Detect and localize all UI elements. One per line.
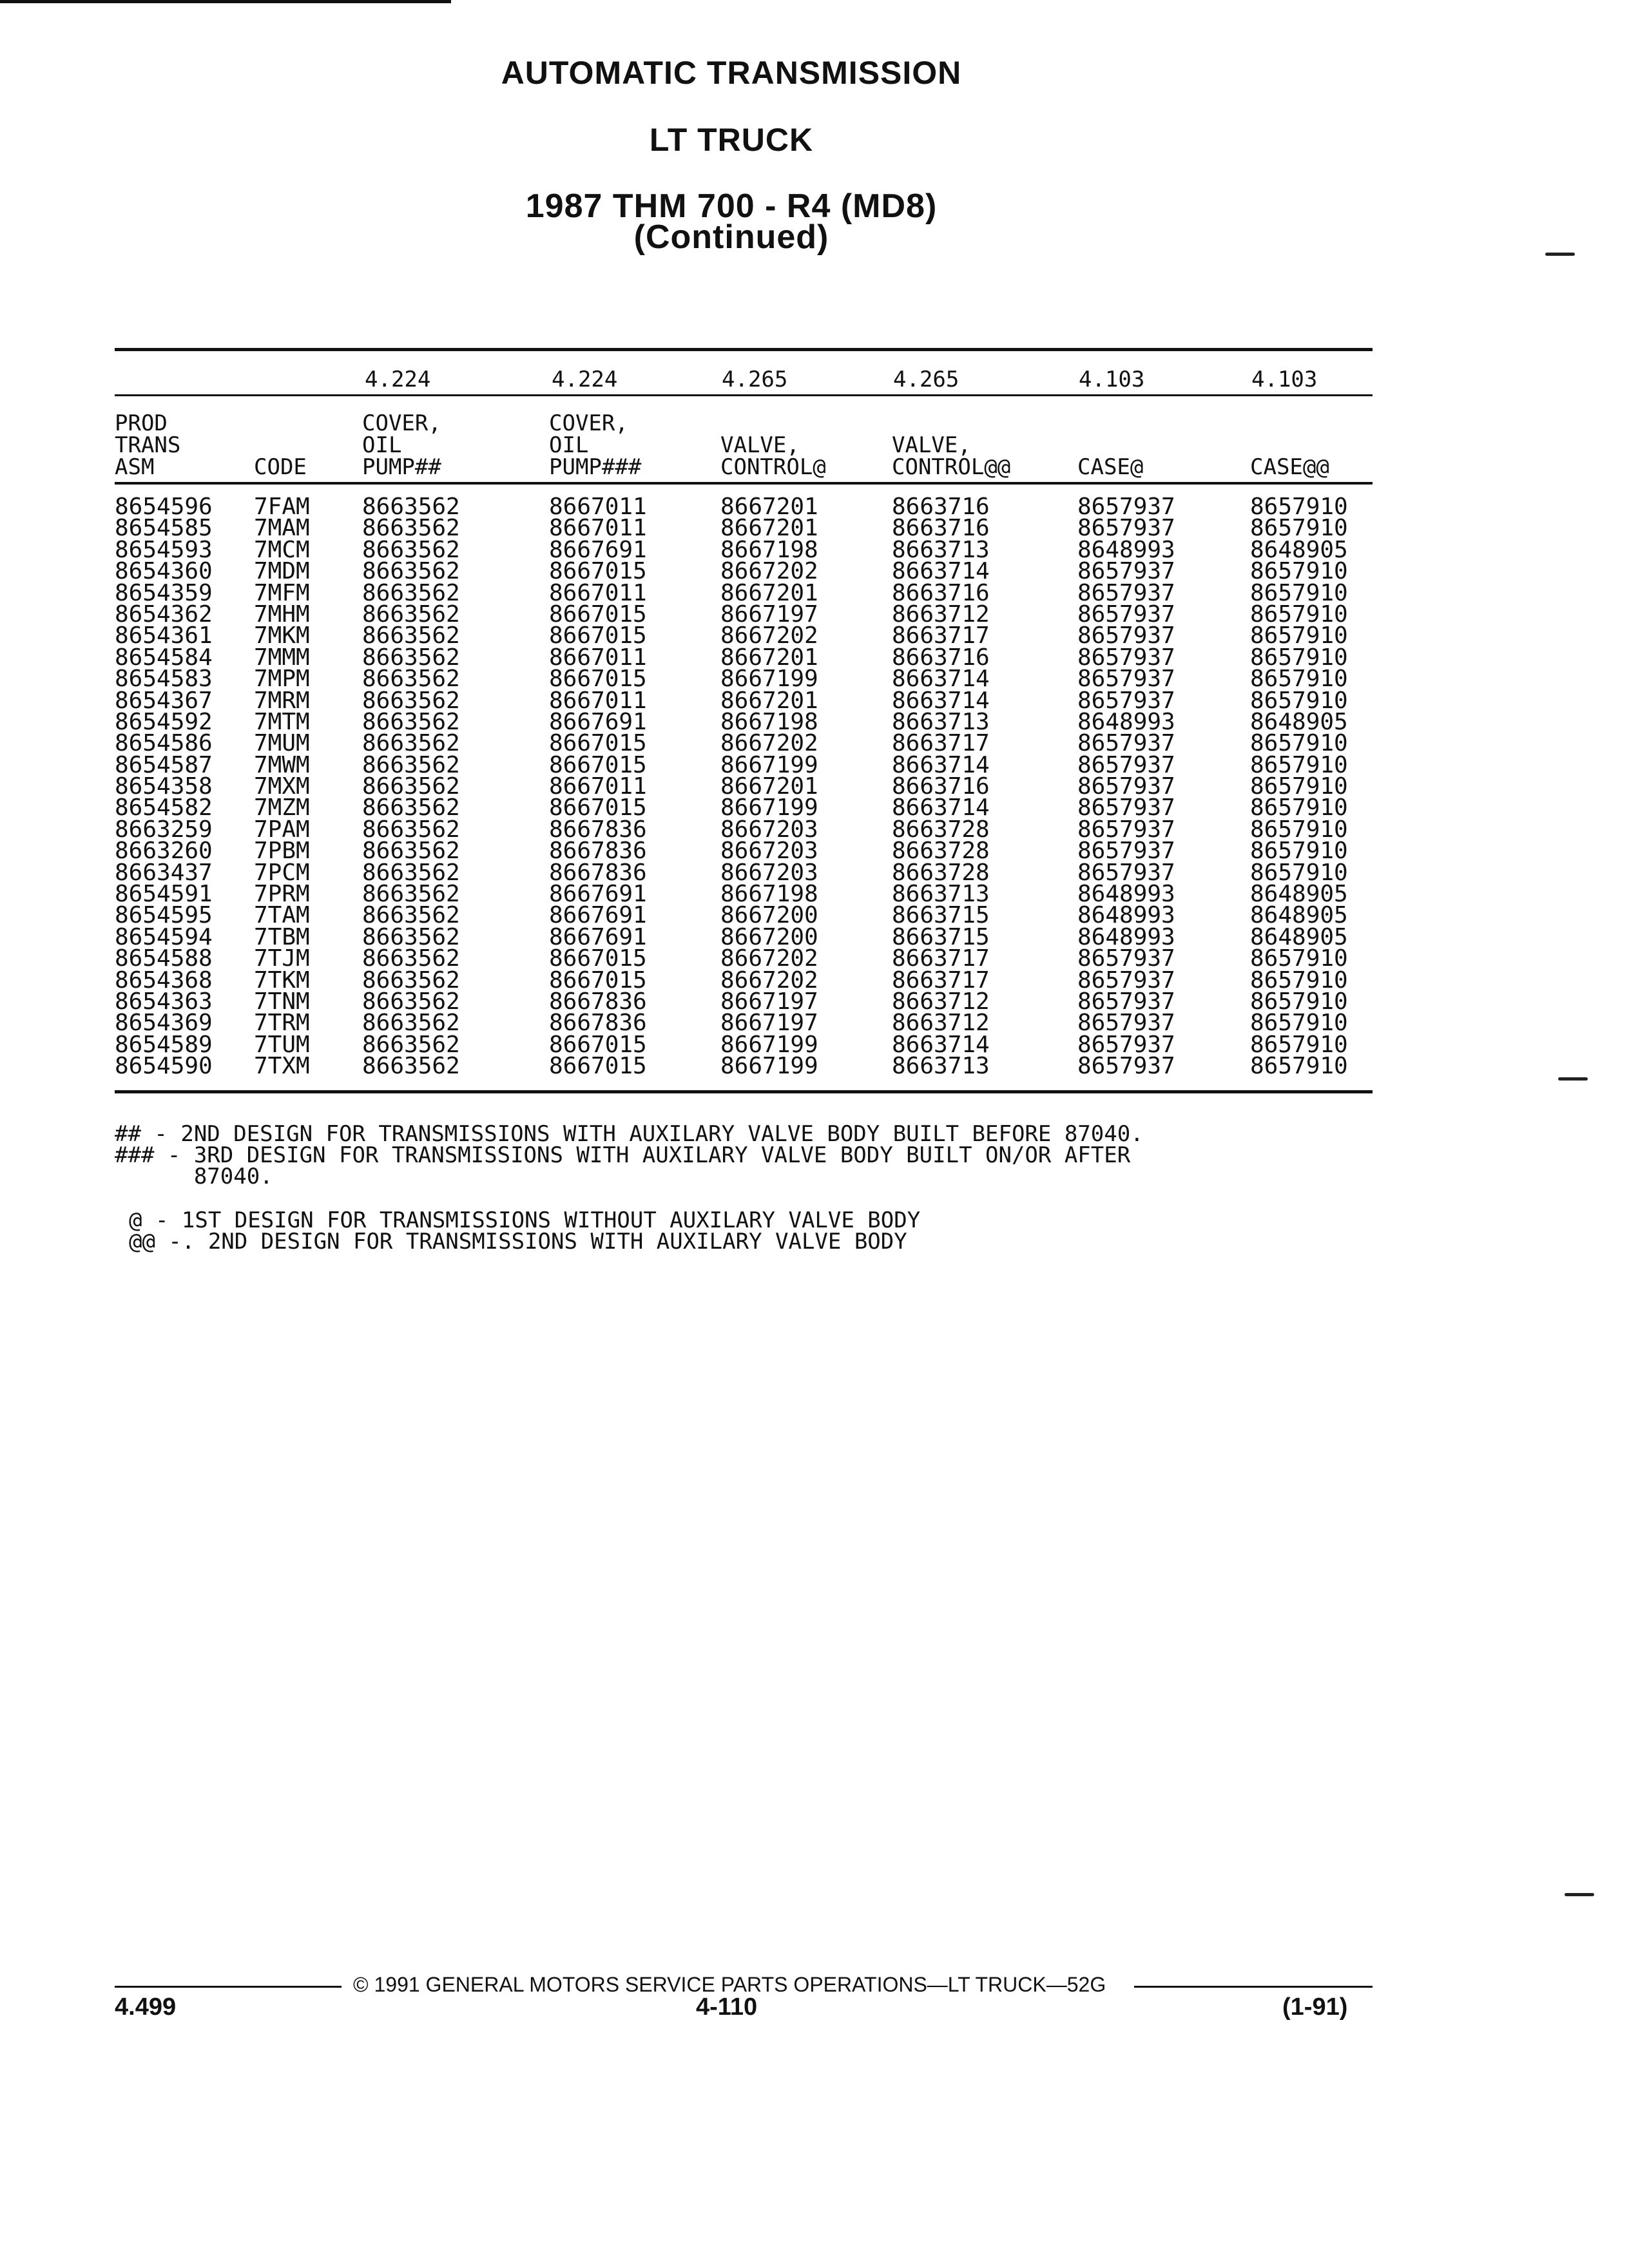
table-cell: 7MUM <box>254 730 310 757</box>
table-row <box>115 690 1373 711</box>
table-cell: 8667197 <box>720 988 818 1015</box>
table-cell: 8667203 <box>720 859 818 886</box>
table-cell: 8654368 <box>115 966 213 994</box>
table-cell: 8657937 <box>1077 1010 1175 1037</box>
table-cell: 8657937 <box>1077 966 1175 994</box>
table-cell: 7MPM <box>254 666 310 693</box>
table-cell: 8657910 <box>1250 644 1348 671</box>
table-cell: 8663717 <box>892 622 990 649</box>
table-cell: 8663716 <box>892 773 990 800</box>
table-cell: 8667011 <box>549 687 647 714</box>
table-cell: 8657937 <box>1077 945 1175 972</box>
table-cell: 8663562 <box>362 708 460 735</box>
table-cell: 8648905 <box>1250 902 1348 929</box>
table-cell: 8654591 <box>115 881 213 908</box>
col-header-case-2: CASE@@ <box>1250 454 1329 480</box>
section-number: 4.265 <box>722 367 788 392</box>
table-cell: 8667015 <box>549 751 647 778</box>
table-cell: 8657910 <box>1250 966 1348 994</box>
page-title: AUTOMATIC TRANSMISSION <box>501 55 962 91</box>
table-cell: 8667691 <box>549 881 647 908</box>
table-cell: 8657937 <box>1077 773 1175 800</box>
table-cell: 8663562 <box>362 923 460 950</box>
table-cell: 8663562 <box>362 644 460 671</box>
top-edge-rule <box>0 0 451 3</box>
table-cell: 8648993 <box>1077 923 1175 950</box>
footer-rule-right <box>1134 1986 1373 1988</box>
table-row <box>115 1012 1373 1033</box>
table-cell: 8657937 <box>1077 558 1175 585</box>
scan-mark <box>1565 1893 1594 1896</box>
table-row <box>115 604 1373 625</box>
section-rule <box>115 394 1373 396</box>
section-number: 4.103 <box>1079 367 1145 392</box>
table-cell: 8654584 <box>115 644 213 671</box>
table-cell: 8663712 <box>892 1010 990 1037</box>
table-cell: 8657910 <box>1250 859 1348 886</box>
table-cell: 8663728 <box>892 816 990 843</box>
table-cell: 8667015 <box>549 558 647 585</box>
table-cell: 8663562 <box>362 558 460 585</box>
table-row <box>115 517 1373 539</box>
table-cell: 8654593 <box>115 536 213 563</box>
table-cell: 8663728 <box>892 859 990 886</box>
table-cell: 8657937 <box>1077 988 1175 1015</box>
table-cell: 8663715 <box>892 902 990 929</box>
table-cell: 7FAM <box>254 494 310 520</box>
table-cell: 8667203 <box>720 816 818 843</box>
table-cell: 8663562 <box>362 773 460 800</box>
table-cell: 7MKM <box>254 622 310 649</box>
table-cell: 8667198 <box>720 708 818 735</box>
table-cell: 8663562 <box>362 794 460 822</box>
table-cell: 7PBM <box>254 838 310 865</box>
table-cell: 8667011 <box>549 494 647 520</box>
table-row <box>115 883 1373 905</box>
table-top-rule <box>115 348 1373 351</box>
table-cell: 8667201 <box>720 644 818 671</box>
table-cell: 8667203 <box>720 838 818 865</box>
col-header-pump-cover-2: COVER, OIL PUMP### <box>549 410 642 480</box>
table-cell: 7PCM <box>254 859 310 886</box>
table-row <box>115 539 1373 561</box>
table-cell: 8663714 <box>892 1031 990 1058</box>
table-cell: 8663716 <box>892 644 990 671</box>
table-cell: 7TBM <box>254 923 310 950</box>
section-number: 4.224 <box>552 367 618 392</box>
table-cell: 7MFM <box>254 579 310 606</box>
table-cell: 8657937 <box>1077 666 1175 693</box>
table-cell: 8657937 <box>1077 579 1175 606</box>
table-row <box>115 625 1373 646</box>
table-cell: 8654367 <box>115 687 213 714</box>
table-cell: 8657937 <box>1077 751 1175 778</box>
table-row <box>115 905 1373 926</box>
table-cell: 7MMM <box>254 644 310 671</box>
table-cell: 8663437 <box>115 859 213 886</box>
col-header-code: CODE <box>254 454 307 480</box>
table-cell: 8667015 <box>549 622 647 649</box>
table-cell: 8654361 <box>115 622 213 649</box>
table-cell: 8663716 <box>892 515 990 542</box>
table-cell: 8648993 <box>1077 881 1175 908</box>
table-cell: 8663562 <box>362 1010 460 1037</box>
table-cell: 8654369 <box>115 1010 213 1037</box>
table-cell: 8667202 <box>720 945 818 972</box>
table-cell: 7PRM <box>254 881 310 908</box>
table-cell: 8654360 <box>115 558 213 585</box>
table-cell: 8657910 <box>1250 494 1348 520</box>
table-cell: 8657910 <box>1250 1010 1348 1037</box>
table-cell: 8657910 <box>1250 988 1348 1015</box>
table-cell: 7TAM <box>254 902 310 929</box>
table-cell: 8667201 <box>720 687 818 714</box>
table-cell: 8667015 <box>549 1053 647 1080</box>
table-cell: 8657910 <box>1250 1053 1348 1080</box>
table-cell: 8663713 <box>892 1053 990 1080</box>
table-cell: 8663714 <box>892 666 990 693</box>
page-subtitle: LT TRUCK <box>649 122 814 158</box>
table-row <box>115 970 1373 991</box>
footnote-1st-design-case: @ - 1ST DESIGN FOR TRANSMISSIONS WITHOUT AUXILARY VALVE BODY <box>129 1207 921 1233</box>
table-cell: 8663562 <box>362 902 460 929</box>
table-cell: 8667836 <box>549 816 647 843</box>
scan-mark <box>1545 253 1575 256</box>
table-cell: 8667199 <box>720 751 818 778</box>
table-cell: 8654363 <box>115 988 213 1015</box>
table-cell: 7MCM <box>254 536 310 563</box>
table-cell: 8663562 <box>362 601 460 628</box>
col-header-case-1: CASE@ <box>1077 454 1144 480</box>
footnote-2nd-design: ## - 2ND DESIGN FOR TRANSMISSIONS WITH AUXILARY VALVE BODY BUILT BEFORE 87040. <box>115 1121 1144 1147</box>
footnote-3rd-design-cont: 87040. <box>115 1164 273 1189</box>
table-cell: 8657910 <box>1250 1031 1348 1058</box>
table-cell: 7TUM <box>254 1031 310 1058</box>
table-cell: 8648905 <box>1250 536 1348 563</box>
table-cell: 8663562 <box>362 945 460 972</box>
table-cell: 8663562 <box>362 622 460 649</box>
table-cell: 8667015 <box>549 794 647 822</box>
table-cell: 8667691 <box>549 536 647 563</box>
table-cell: 8654582 <box>115 794 213 822</box>
table-cell: 8663713 <box>892 536 990 563</box>
table-cell: 8663260 <box>115 838 213 865</box>
col-header-valve-control-2: VALVE, CONTROL@@ <box>892 432 1011 480</box>
table-cell: 8657937 <box>1077 859 1175 886</box>
table-cell: 7TJM <box>254 945 310 972</box>
table-cell: 8667198 <box>720 881 818 908</box>
table-cell: 7MHM <box>254 601 310 628</box>
table-cell: 8657910 <box>1250 687 1348 714</box>
table-cell: 8657937 <box>1077 644 1175 671</box>
table-cell: 8654358 <box>115 773 213 800</box>
page-number: 4-110 <box>696 1994 758 2021</box>
section-page-code: 4.499 <box>115 1994 177 2021</box>
table-cell: 8667011 <box>549 773 647 800</box>
table-cell: 8663562 <box>362 536 460 563</box>
table-cell: 8667201 <box>720 515 818 542</box>
table-cell: 8657910 <box>1250 816 1348 843</box>
table-cell: 8667691 <box>549 923 647 950</box>
table-cell: 8667201 <box>720 579 818 606</box>
table-cell: 8657937 <box>1077 1053 1175 1080</box>
table-cell: 8663716 <box>892 579 990 606</box>
table-cell: 8667836 <box>549 988 647 1015</box>
table-cell: 8663728 <box>892 838 990 865</box>
table-row <box>115 754 1373 776</box>
table-cell: 8657937 <box>1077 794 1175 822</box>
table-cell: 8648993 <box>1077 902 1175 929</box>
table-cell: 7MTM <box>254 708 310 735</box>
table-cell: 7TNM <box>254 988 310 1015</box>
table-cell: 8654586 <box>115 730 213 757</box>
table-cell: 8667198 <box>720 536 818 563</box>
table-cell: 8657910 <box>1250 751 1348 778</box>
table-cell: 7PAM <box>254 816 310 843</box>
section-number: 4.224 <box>365 367 431 392</box>
table-row <box>115 582 1373 604</box>
table-cell: 8654594 <box>115 923 213 950</box>
table-cell: 8663562 <box>362 881 460 908</box>
table-cell: 8654592 <box>115 708 213 735</box>
table-cell: 8667201 <box>720 773 818 800</box>
table-cell: 8663562 <box>362 816 460 843</box>
table-row <box>115 927 1373 948</box>
table-cell: 8648905 <box>1250 708 1348 735</box>
table-cell: 8657937 <box>1077 515 1175 542</box>
table-cell: 8667199 <box>720 794 818 822</box>
table-cell: 8663259 <box>115 816 213 843</box>
table-cell: 8663714 <box>892 751 990 778</box>
table-cell: 8657937 <box>1077 730 1175 757</box>
table-cell: 8657937 <box>1077 1031 1175 1058</box>
table-cell: 8654587 <box>115 751 213 778</box>
table-cell: 8654359 <box>115 579 213 606</box>
table-cell: 8667197 <box>720 1010 818 1037</box>
table-cell: 8667202 <box>720 558 818 585</box>
table-cell: 8654362 <box>115 601 213 628</box>
table-cell: 8663562 <box>362 988 460 1015</box>
table-cell: 8667015 <box>549 966 647 994</box>
table-cell: 8657910 <box>1250 794 1348 822</box>
table-cell: 8663562 <box>362 1053 460 1080</box>
table-cell: 7TRM <box>254 1010 310 1037</box>
table-cell: 7MWM <box>254 751 310 778</box>
revision-date: (1-91) <box>1282 1994 1348 2021</box>
table-cell: 8648993 <box>1077 536 1175 563</box>
table-cell: 8657910 <box>1250 773 1348 800</box>
footer-rule-left <box>115 1986 342 1988</box>
table-cell: 7MRM <box>254 687 310 714</box>
table-cell: 8663562 <box>362 579 460 606</box>
table-cell: 8663713 <box>892 708 990 735</box>
table-cell: 8654589 <box>115 1031 213 1058</box>
table-cell: 7MZM <box>254 794 310 822</box>
table-cell: 8657937 <box>1077 816 1175 843</box>
table-cell: 8657910 <box>1250 666 1348 693</box>
table-cell: 7MDM <box>254 558 310 585</box>
table-cell: 8663716 <box>892 494 990 520</box>
table-row <box>115 668 1373 689</box>
table-cell: 8654595 <box>115 902 213 929</box>
table-cell: 8657937 <box>1077 601 1175 628</box>
table-cell: 8654590 <box>115 1053 213 1080</box>
table-cell: 8663717 <box>892 945 990 972</box>
table-cell: 8654585 <box>115 515 213 542</box>
table-cell: 8667199 <box>720 666 818 693</box>
table-cell: 8657910 <box>1250 579 1348 606</box>
table-cell: 8663717 <box>892 966 990 994</box>
table-cell: 7TXM <box>254 1053 310 1080</box>
table-row <box>115 561 1373 582</box>
table-cell: 8657910 <box>1250 515 1348 542</box>
table-cell: 8663562 <box>362 666 460 693</box>
table-cell: 8657910 <box>1250 945 1348 972</box>
table-cell: 8663562 <box>362 515 460 542</box>
table-cell: 8657937 <box>1077 838 1175 865</box>
copyright-line: © 1991 GENERAL MOTORS SERVICE PARTS OPERATIONS—LT TRUCK—52G <box>353 1973 1106 1996</box>
table-cell: 8667015 <box>549 945 647 972</box>
table-cell: 8667200 <box>720 902 818 929</box>
table-cell: 8663714 <box>892 687 990 714</box>
continued-label: (Continued) <box>633 218 829 256</box>
table-cell: 8657937 <box>1077 494 1175 520</box>
table-cell: 8657937 <box>1077 622 1175 649</box>
table-cell: 8667200 <box>720 923 818 950</box>
table-row <box>115 711 1373 733</box>
table-row <box>115 948 1373 969</box>
table-cell: 8663712 <box>892 601 990 628</box>
table-row <box>115 819 1373 840</box>
table-cell: 8667691 <box>549 708 647 735</box>
table-cell: 8657910 <box>1250 838 1348 865</box>
table-row <box>115 776 1373 797</box>
table-cell: 8663562 <box>362 966 460 994</box>
table-cell: 8663715 <box>892 923 990 950</box>
table-cell: 8663562 <box>362 859 460 886</box>
table-cell: 8667199 <box>720 1031 818 1058</box>
table-row <box>115 991 1373 1012</box>
table-cell: 8667836 <box>549 1010 647 1037</box>
table-cell: 8657937 <box>1077 687 1175 714</box>
table-cell: 8667199 <box>720 1053 818 1080</box>
table-cell: 8654583 <box>115 666 213 693</box>
table-cell: 8663714 <box>892 558 990 585</box>
table-cell: 8657910 <box>1250 601 1348 628</box>
parts-table <box>115 494 1373 1080</box>
header-rule <box>115 482 1373 485</box>
table-cell: 8667202 <box>720 966 818 994</box>
table-cell: 8667836 <box>549 838 647 865</box>
table-cell: 8667202 <box>720 730 818 757</box>
col-header-pump-cover-1: COVER, OIL PUMP## <box>362 410 441 480</box>
table-cell: 8667015 <box>549 730 647 757</box>
table-cell: 8654588 <box>115 945 213 972</box>
section-number: 4.103 <box>1251 367 1318 392</box>
table-cell: 8667202 <box>720 622 818 649</box>
col-header-prod: PROD TRANS ASM <box>115 410 181 480</box>
table-cell: 7MXM <box>254 773 310 800</box>
table-cell: 8667691 <box>549 902 647 929</box>
table-row <box>115 797 1373 818</box>
table-cell: 8663562 <box>362 751 460 778</box>
table-cell: 7MAM <box>254 515 310 542</box>
table-cell: 8663562 <box>362 1031 460 1058</box>
table-cell: 8663562 <box>362 494 460 520</box>
table-cell: 8663562 <box>362 838 460 865</box>
model-title: 1987 THM 700 - R4 (MD8) <box>525 187 938 225</box>
table-cell: 8663717 <box>892 730 990 757</box>
table-cell: 7TKM <box>254 966 310 994</box>
table-cell: 8657910 <box>1250 730 1348 757</box>
table-bottom-rule <box>115 1090 1373 1093</box>
table-cell: 8663712 <box>892 988 990 1015</box>
table-row <box>115 862 1373 883</box>
table-cell: 8657910 <box>1250 558 1348 585</box>
table-cell: 8667836 <box>549 859 647 886</box>
table-cell: 8667015 <box>549 601 647 628</box>
table-cell: 8663714 <box>892 794 990 822</box>
table-cell: 8667015 <box>549 666 647 693</box>
table-cell: 8667011 <box>549 644 647 671</box>
table-cell: 8667011 <box>549 515 647 542</box>
scan-mark <box>1558 1077 1588 1081</box>
table-cell: 8648905 <box>1250 923 1348 950</box>
table-cell: 8648993 <box>1077 708 1175 735</box>
table-cell: 8654596 <box>115 494 213 520</box>
table-row <box>115 733 1373 754</box>
table-row <box>115 840 1373 861</box>
table-cell: 8667197 <box>720 601 818 628</box>
table-row <box>115 647 1373 668</box>
col-header-valve-control-1: VALVE, CONTROL@ <box>720 432 826 480</box>
footnote-2nd-design-case: @@ -. 2ND DESIGN FOR TRANSMISSIONS WITH AUXILARY VALVE BODY <box>129 1229 907 1254</box>
section-number: 4.265 <box>893 367 959 392</box>
table-row <box>115 1055 1373 1077</box>
table-cell: 8663562 <box>362 687 460 714</box>
table-cell: 8667201 <box>720 494 818 520</box>
table-cell: 8663562 <box>362 730 460 757</box>
table-cell: 8667011 <box>549 579 647 606</box>
table-cell: 8667015 <box>549 1031 647 1058</box>
table-cell: 8657910 <box>1250 622 1348 649</box>
footnote-3rd-design: ### - 3RD DESIGN FOR TRANSMISSIONS WITH AUXILARY VALVE BODY BUILT ON/OR AFTER <box>115 1142 1131 1168</box>
table-cell: 8648905 <box>1250 881 1348 908</box>
table-cell: 8663713 <box>892 881 990 908</box>
table-row <box>115 496 1373 517</box>
table-row <box>115 1034 1373 1055</box>
